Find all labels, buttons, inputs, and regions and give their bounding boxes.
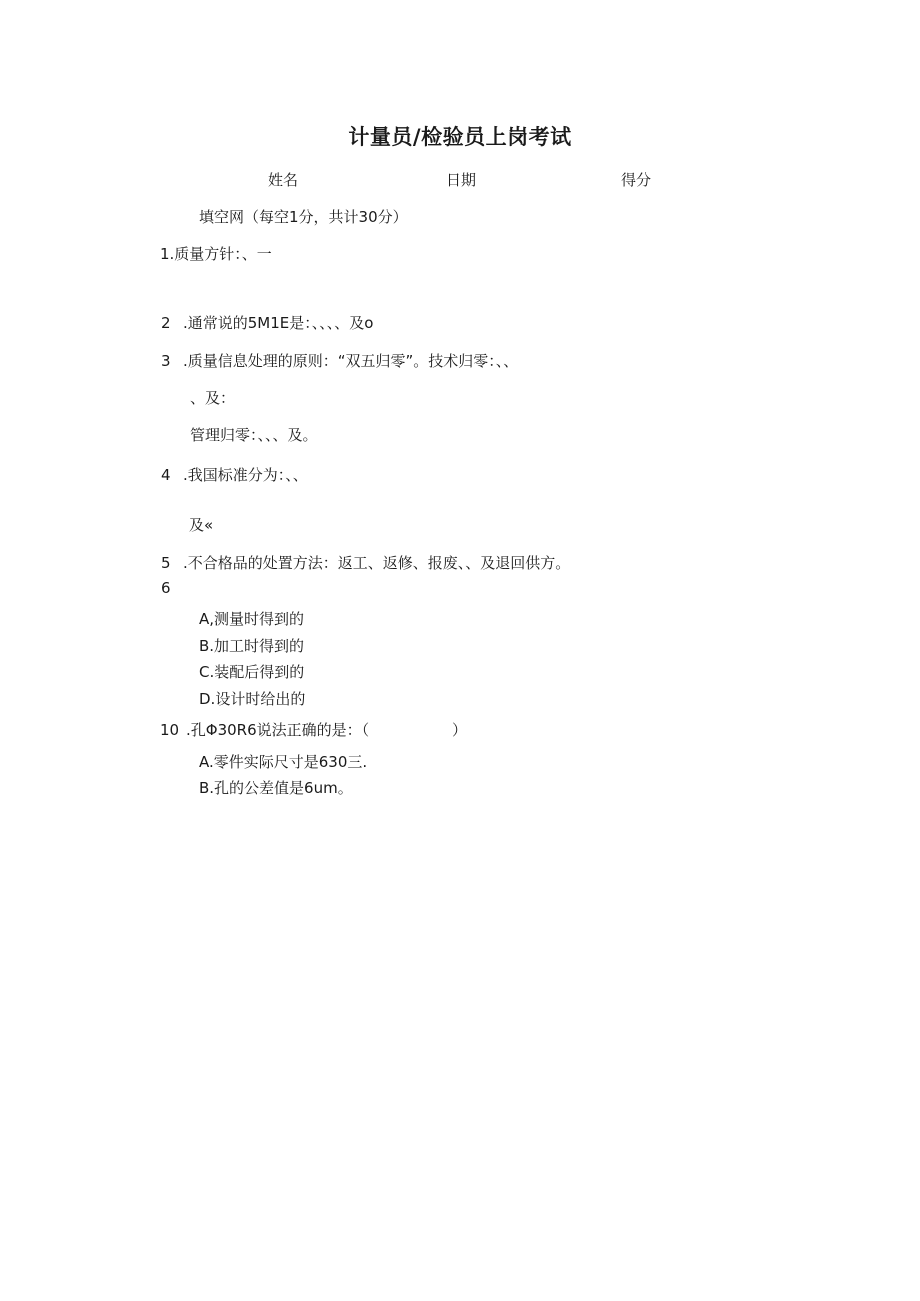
question-1-text: 1.质量方针：、一 <box>160 245 272 263</box>
question-6-option-a: A,测量时得到的 <box>199 610 305 628</box>
date-label: 日期 <box>446 171 477 189</box>
section-heading: 填空网（每空1分，共计30分） <box>199 208 408 226</box>
question-3-line-3: 管理归零：、、、及。 <box>190 426 318 444</box>
page-title: 计量员/检验员上岗考试 <box>348 125 572 149</box>
question-4-line-2: 及« <box>189 516 214 534</box>
question-5-number: 5 <box>161 554 171 572</box>
question-10-number: 10 <box>160 721 180 739</box>
question-10-option-a: A.零件实际尺寸是630三. <box>199 753 368 771</box>
score-label: 得分 <box>621 171 652 189</box>
question-6-option-d: D.设计时给出的 <box>199 690 306 708</box>
question-2-text: .通常说的5M1E是：、、、、及o <box>183 314 374 332</box>
question-4-number: 4 <box>161 466 171 484</box>
question-6-option-c: C.装配后得到的 <box>199 663 305 681</box>
question-2-number: 2 <box>161 314 171 332</box>
question-3-line-2: 、及： <box>190 389 236 407</box>
question-4-text: .我国标准分为：、、 <box>183 466 308 484</box>
question-6-option-b: B.加工时得到的 <box>199 637 305 655</box>
question-6-number: 6 <box>161 579 171 597</box>
question-3-text: .质量信息处理的原则：“双五归零”。技术归零：、、 <box>183 352 519 370</box>
question-3-number: 3 <box>161 352 171 370</box>
name-label: 姓名 <box>268 171 299 189</box>
question-10-option-b: B.孔的公差值是6um。 <box>199 779 353 797</box>
question-10-close-paren: ） <box>452 721 468 739</box>
question-5-text: .不合格品的处置方法：返工、返修、报废、、及退回供方。 <box>183 554 571 572</box>
question-10-text: .孔Φ30R6说法正确的是：（ <box>186 721 370 739</box>
